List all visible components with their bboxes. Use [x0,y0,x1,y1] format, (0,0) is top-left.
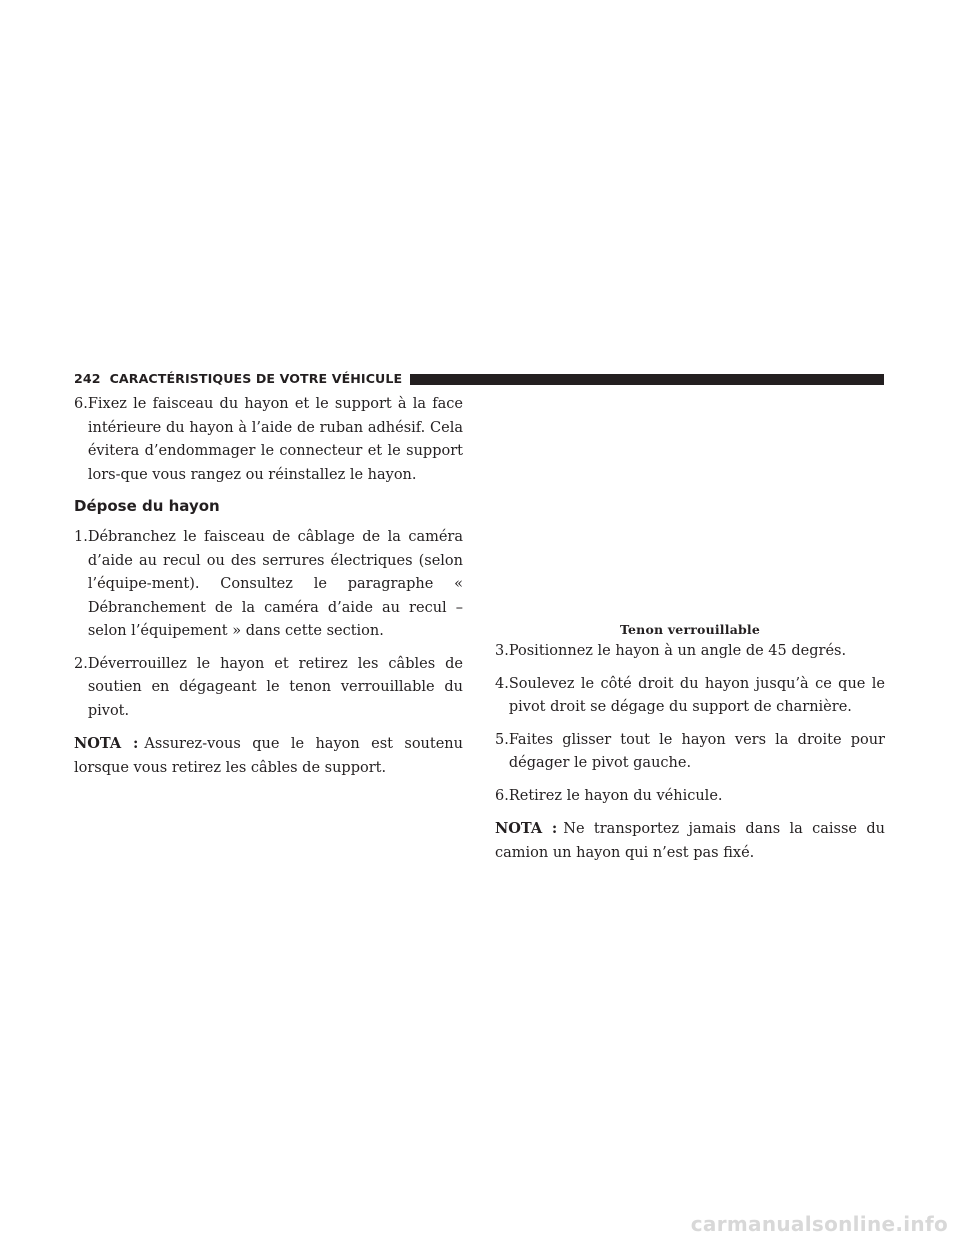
step-text: Positionnez le hayon à un angle de 45 degrés. [508,643,847,659]
step-text: Débranchez le faisceau de câblage de la caméra d’aide au recul ou des serrures électriques (selon l’équipe-ment). Consultez le paragraphe « Débranchement de la caméra d’aide au recul – selon l’équipement » dans cette section. [87,529,463,639]
watermark: carmanualsonline.info [690,1212,948,1236]
step-number: 2. [74,655,88,672]
step-number: 6. [495,787,509,804]
step-6-harness [74,393,463,487]
step-text: Déverrouillez le hayon et retirez les câbles de soutien en dégageant le tenon verrouillable du pivot. [87,655,463,719]
step-6 [495,785,885,809]
step-number: 1. [74,529,88,545]
step-1 [74,526,463,644]
step-number: 6. [74,396,88,412]
note-text: Ne transportez jamais dans la caisse du camion un hayon qui n’est pas fixé. [495,821,885,861]
step-number: 4. [495,675,509,692]
note-transport [495,817,885,865]
note-label: NOTA : [74,735,139,752]
step-3 [495,640,885,664]
step-number: 3. [495,643,509,659]
step-4 [495,673,885,720]
step-number: 5. [495,731,509,748]
page-header [74,367,884,389]
right-column [495,640,885,865]
note-label: NOTA : [495,820,558,837]
step-text: Soulevez le côté droit du hayon jusqu’à ce que le pivot droit se dégage du support de charnière. [508,675,885,715]
section-title: CARACTÉRISTIQUES DE VOTRE VÉHICULE [109,370,403,386]
step-text: Faites glisser tout le hayon vers la droite pour dégager le pivot gauche. [508,731,885,771]
header-rule [410,374,884,385]
step-text: Retirez le hayon du véhicule. [508,787,723,804]
left-column [74,393,463,780]
note-text: Assurez-vous que le hayon est soutenu lorsque vous retirez les câbles de support. [74,736,463,776]
section-heading: Dépose du hayon [74,497,220,515]
step-2 [74,653,463,724]
step-5 [495,729,885,776]
note-support [74,732,463,780]
step-text: Fixez le faisceau du hayon et le support à la face intérieure du hayon à l’aide de ruban adhésif. Cela évitera d’endommager le connecteur et le support lors-que vous rangez ou réinstallez le hayon. [87,396,463,483]
figure-caption: Tenon verrouillable [619,622,761,637]
page-number: 242 [74,370,101,386]
